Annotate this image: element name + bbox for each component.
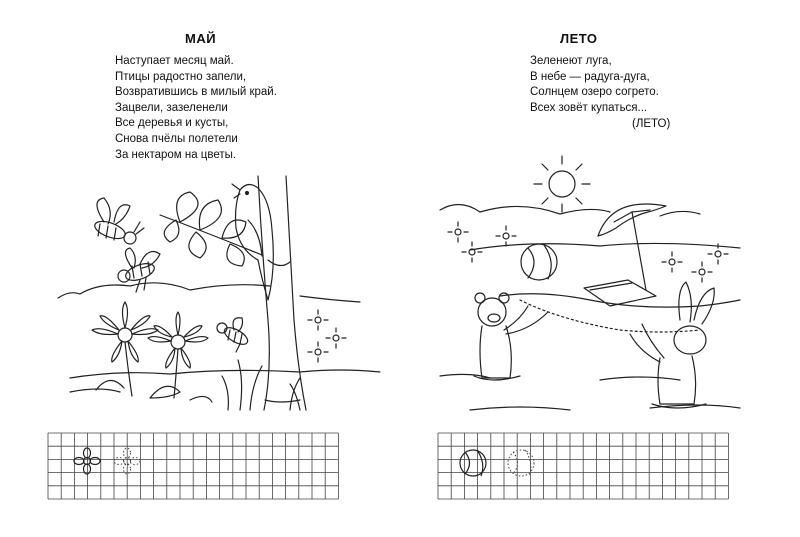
poem-line: Снова пчёлы полетели [115,132,238,145]
poem-line: Птицы радостно запели, [115,70,247,83]
poem-line: Всех зовёт купаться... [530,101,648,114]
riddle-answer: (ЛЕТО) [632,118,671,130]
poem-line: Возвратившись в милый край. [115,86,277,99]
poem-line: Солнцем озеро согрето. [530,86,659,99]
poem-line: За нектаром на цветы. [115,148,237,161]
poem-line: Зеленеют луга, [530,55,612,67]
right-page-title: ЛЕТО [560,31,598,46]
poem-line: В небе — радуга-дуга, [530,70,650,83]
ball-icon [460,450,486,476]
poem-line: Все деревья и кусты, [115,117,229,130]
poem-line: Зацвели, зазеленели [115,101,228,114]
poem-line: Наступает месяц май. [115,55,234,67]
left-page-title: МАЙ [185,31,217,46]
